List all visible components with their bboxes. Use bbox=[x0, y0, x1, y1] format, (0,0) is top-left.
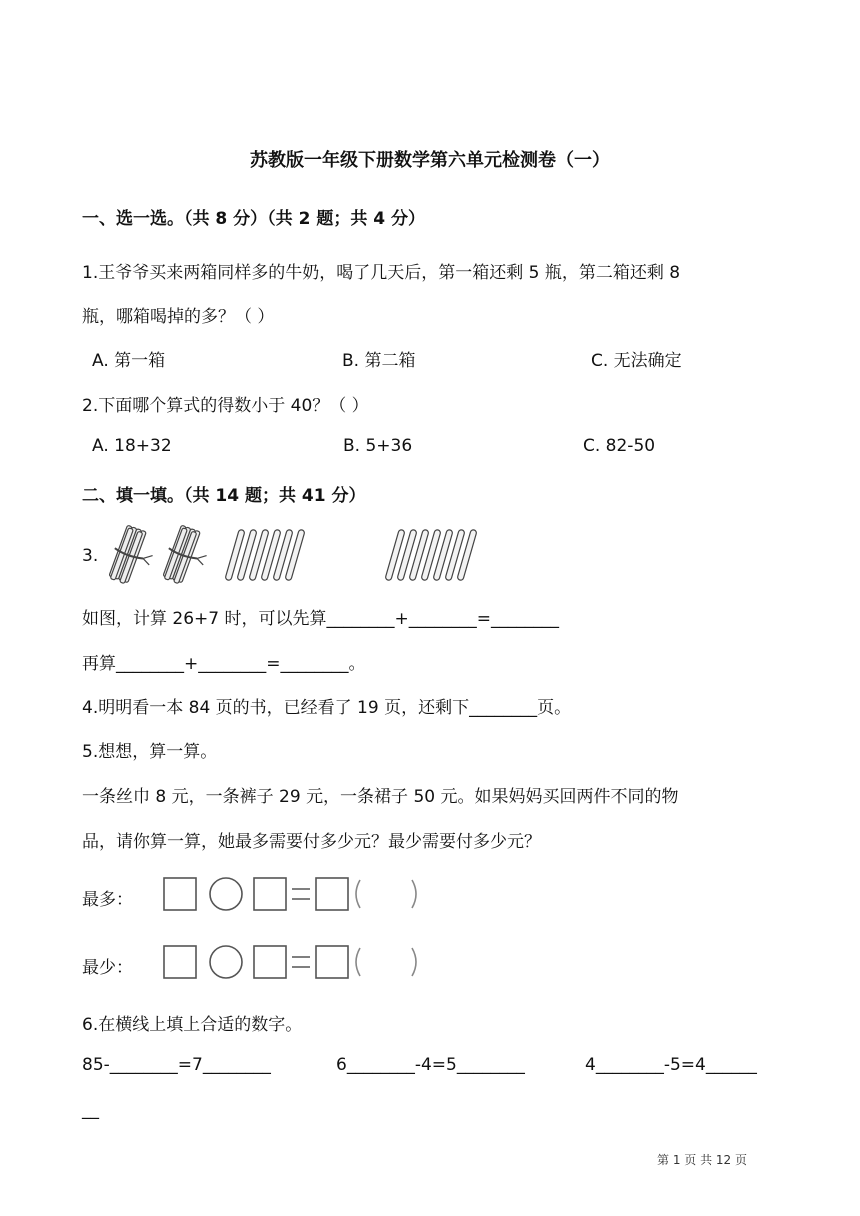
answer-box[interactable] bbox=[254, 946, 286, 978]
q4-text: 4.明明看一本 84 页的书，已经看了 19 页，还剩下________页。 bbox=[82, 698, 572, 718]
q5-min-label: 最少： bbox=[82, 958, 133, 978]
seven-sticks-icon bbox=[385, 529, 477, 581]
stick-bundle-icon bbox=[105, 524, 160, 590]
q6-item-2: 6________-4=5________ bbox=[336, 1055, 525, 1075]
q5-text-line-3: 品，请你算一算，她最多需要付多少元？最少需要付多少元？ bbox=[82, 832, 541, 852]
answer-box[interactable] bbox=[254, 878, 286, 910]
operator-circle[interactable] bbox=[210, 946, 242, 978]
q5-min-equation-boxes bbox=[160, 942, 430, 982]
stick-bundle-icon bbox=[159, 524, 214, 590]
q2-option-c[interactable]: C. 82-50 bbox=[583, 436, 656, 456]
q5-max-equation-boxes bbox=[160, 874, 430, 914]
q6-text: 6.在横线上填上合适的数字。 bbox=[82, 1015, 303, 1035]
six-sticks-icon bbox=[225, 529, 305, 581]
q3-text-line-2: 再算________+________=________。 bbox=[82, 654, 366, 674]
answer-box[interactable] bbox=[164, 878, 196, 910]
q6-item-1: 85-________=7________ bbox=[82, 1055, 271, 1075]
q1-option-a[interactable]: A. 第一箱 bbox=[92, 351, 166, 371]
q3-number: 3. bbox=[82, 546, 99, 566]
q6-item-3-wrap: __ bbox=[82, 1100, 99, 1120]
section-1-heading: 一、选一选。（共 8 分）（共 2 题；共 4 分） bbox=[82, 209, 425, 229]
q1-option-c[interactable]: C. 无法确定 bbox=[591, 351, 682, 371]
answer-box[interactable] bbox=[316, 878, 348, 910]
q1-text-line-1: 1.王爷爷买来两箱同样多的牛奶，喝了几天后，第一箱还剩 5 瓶，第二箱还剩 8 bbox=[82, 263, 681, 283]
q5-text-line-1: 5.想想，算一算。 bbox=[82, 742, 218, 762]
page-title: 苏教版一年级下册数学第六单元检测卷（一） bbox=[250, 150, 610, 171]
q3-text-line-1: 如图，计算 26+7 时，可以先算________+________=________ bbox=[82, 609, 559, 629]
q2-text: 2.下面哪个算式的得数小于 40？（ ） bbox=[82, 396, 369, 416]
page-footer: 第 1 页 共 12 页 bbox=[657, 1153, 747, 1167]
answer-box[interactable] bbox=[164, 946, 196, 978]
q2-option-a[interactable]: A. 18+32 bbox=[92, 436, 172, 456]
q5-max-label: 最多： bbox=[82, 890, 133, 910]
sticks-illustration bbox=[104, 523, 484, 585]
answer-box[interactable] bbox=[316, 946, 348, 978]
operator-circle[interactable] bbox=[210, 878, 242, 910]
q1-text-line-2: 瓶，哪箱喝掉的多？（ ） bbox=[82, 307, 275, 327]
q1-option-b[interactable]: B. 第二箱 bbox=[342, 351, 416, 371]
section-2-heading: 二、填一填。（共 14 题；共 41 分） bbox=[82, 486, 366, 506]
q2-option-b[interactable]: B. 5+36 bbox=[343, 436, 413, 456]
q6-item-3: 4________-5=4______ bbox=[585, 1055, 757, 1075]
q5-text-line-2: 一条丝巾 8 元，一条裤子 29 元，一条裙子 50 元。如果妈妈买回两件不同的物 bbox=[82, 787, 679, 807]
